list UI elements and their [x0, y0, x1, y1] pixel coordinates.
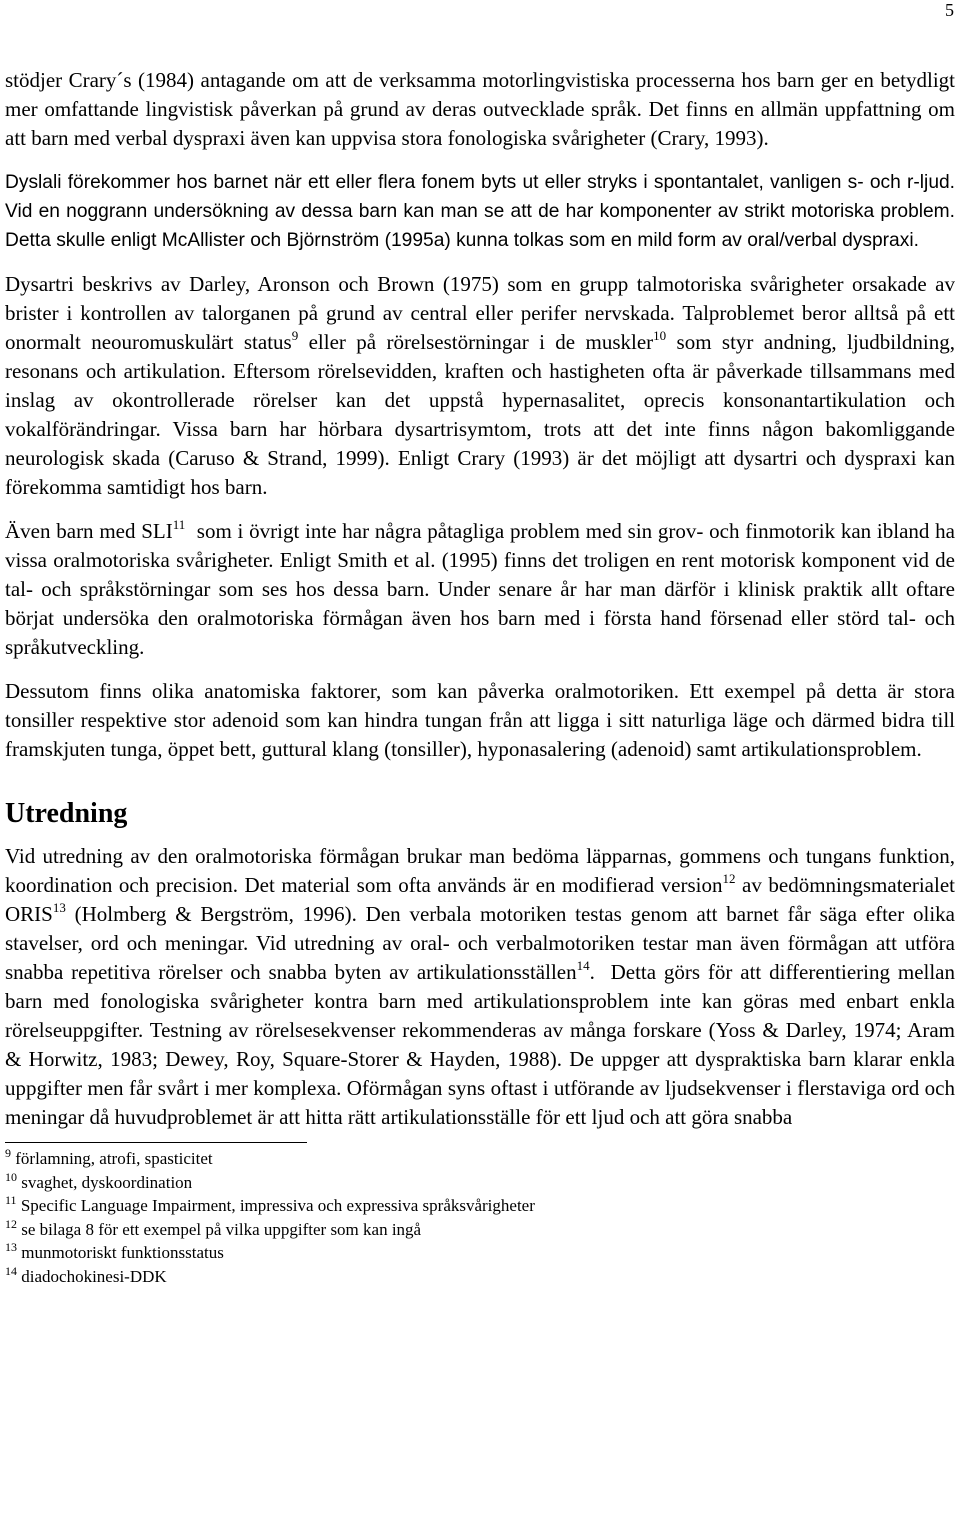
footnotes	[5, 1147, 955, 1288]
footnote-text: diadochokinesi-DDK	[17, 1266, 167, 1286]
footnote	[5, 1265, 955, 1289]
paragraph-utredning	[5, 842, 960, 1132]
text-segment: som styr andning, ljudbildning, resonans och artikulation. Eftersom rörelsevidden, kraften och hastigheten ofta är påverkade tillsammans med inslag av okontrollerade rörelser kan det uppstå hypernasalitet, oprecis konsonantartikulation och vokalförändringar. Vissa barn har hörbara dysartrisymtom, trots att det inte finns någon bakomliggande neurologisk skada (Caruso & Strand, 1999). Enligt Crary (1993) är det möjligt att dysartri och dyspraxi kan förekomma samtidigt hos barn.	[5, 330, 955, 499]
footnote-ref: 9	[291, 328, 299, 343]
footnote	[5, 1218, 955, 1242]
footnote-text: Specific Language Impairment, impressiva och expressiva språksvårigheter	[16, 1196, 535, 1215]
paragraph-dysartri	[5, 270, 955, 502]
paragraph-sli	[5, 517, 960, 662]
footnote-divider	[5, 1142, 307, 1143]
page-number: 5	[945, 0, 954, 20]
footnote-number: 13	[5, 1240, 17, 1254]
footnote	[5, 1171, 955, 1195]
document-body	[5, 66, 960, 1288]
text-segment: Vid utredning av den oralmotoriska förmågan brukar man bedöma läpparnas, gommens och tungans funktion, koordination och precision. Det material som ofta används är en modifierad version	[5, 844, 955, 897]
section-heading: Utredning	[5, 798, 128, 829]
footnote	[5, 1194, 955, 1218]
text-segment: av bedömningsmaterialet ORIS	[5, 873, 955, 926]
footnote	[5, 1241, 955, 1265]
footnote-text: förlamning, atrofi, spasticitet	[11, 1149, 213, 1168]
footnote-text: munmotoriskt funktionsstatus	[17, 1243, 224, 1262]
text-segment: Även barn med SLI	[5, 519, 173, 543]
text-segment: eller på rörelsestörningar i de muskler	[298, 330, 654, 354]
footnote-ref: 12	[722, 871, 736, 886]
footnote-ref: 10	[653, 328, 667, 343]
text-segment: som i övrigt inte har några påtagliga problem med sin grov- och finmotorik kan ibland ha vissa oralmotoriska svårigheter. Enligt Smith et al. (1995) finns det troligen en rent motorisk komponent vid de tal- och språkstörningar som ses hos dessa barn. Under senare år har man därför i klinisk praktik allt oftare börjat undersöka den oralmotoriska förmågan även hos barn med i första hand försenad eller störd tal- och språkutveckling.	[5, 519, 960, 659]
footnote-number: 10	[5, 1169, 17, 1184]
footnote-number: 11	[5, 1193, 17, 1207]
footnote-ref: 13	[52, 900, 66, 915]
footnote-number: 14	[5, 1263, 17, 1278]
footnote-text: se bilaga 8 för ett exempel på vilka uppgifter som kan ingå	[17, 1219, 422, 1239]
text-segment: Dysartri beskrivs av Darley, Aronson och Brown (1975) som en grupp talmotoriska svårigheter orsakade av brister i kontrollen av talorganen på grund av central eller perifer nervskada. Talproblemet beror alltså på ett onormalt neouromuskulärt status	[5, 272, 955, 354]
text-segment: . Detta görs för att differentiering mellan barn med fonologiska svårigheter kontra barn med artikulationsproblem inte kan göras med enbart enkla rörelseuppgifter. Testning av rörelsesekvenser rekommenderas av många forskare (Yoss & Darley, 1974; Aram & Horwitz, 1983; Dewey, Roy, Square-Storer & Hayden, 1988). De uppger att dyspraktiska barn klarar enkla uppgifter men får svårt i mer komplexa. Oförmågan syns oftast i utförande av ljudsekvenser i flerstaviga ord och meningar då huvudproblemet är att hitta rätt artikulationsställe för ett ljud och att göra snabba	[5, 960, 960, 1129]
paragraph-anatomi: Dessutom finns olika anatomiska faktorer, som kan påverka oralmotoriken. Ett exempel på detta är stora tonsiller respektive stor adenoid som kan hindra tungan från att ligga i sitt naturliga läge och därmed bidra till framskjuten tunga, öppet bett, guttural klang (tonsiller), hyponasalering (adenoid) samt artikulationsproblem.	[5, 679, 955, 761]
footnote-number: 12	[5, 1216, 17, 1231]
paragraph-dyspraxi: stödjer Crary´s (1984) antagande om att de verksamma motorlingvistiska processerna hos barn ger en betydligt mer omfattande lingvistisk påverkan på grund av deras outvecklade språk. Det finns en allmän uppfattning om att barn med verbal dyspraxi även kan uppvisa stora fonologiska svårigheter (Crary, 1993).	[5, 68, 955, 150]
footnote-text: svaghet, dyskoordination	[17, 1172, 193, 1192]
footnote-ref: 14	[576, 958, 590, 973]
footnote	[5, 1147, 955, 1171]
text-segment: (Holmberg & Bergström, 1996). Den verbala motoriken testas genom att barnet får säga efter olika stavelser, ord och meningar. Vid utredning av oral- och verbalmotoriken testar man även förmågan att utföra snabba repetitiva rörelser och snabba byten av artikulationsställen	[5, 902, 955, 984]
paragraph-dyslali: Dyslali förekommer hos barnet när ett eller flera fonem byts ut eller stryks i spontantalet, vanligen s- och r-ljud. Vid en noggrann undersökning av dessa barn kan man se att de har komponenter av strikt motoriska problem. Detta skulle enligt McAllister och Björnström (1995a) kunna tolkas som en mild form av oral/verbal dyspraxi.	[5, 172, 955, 251]
footnote-ref: 11	[172, 517, 186, 532]
footnote-number: 9	[5, 1146, 11, 1160]
